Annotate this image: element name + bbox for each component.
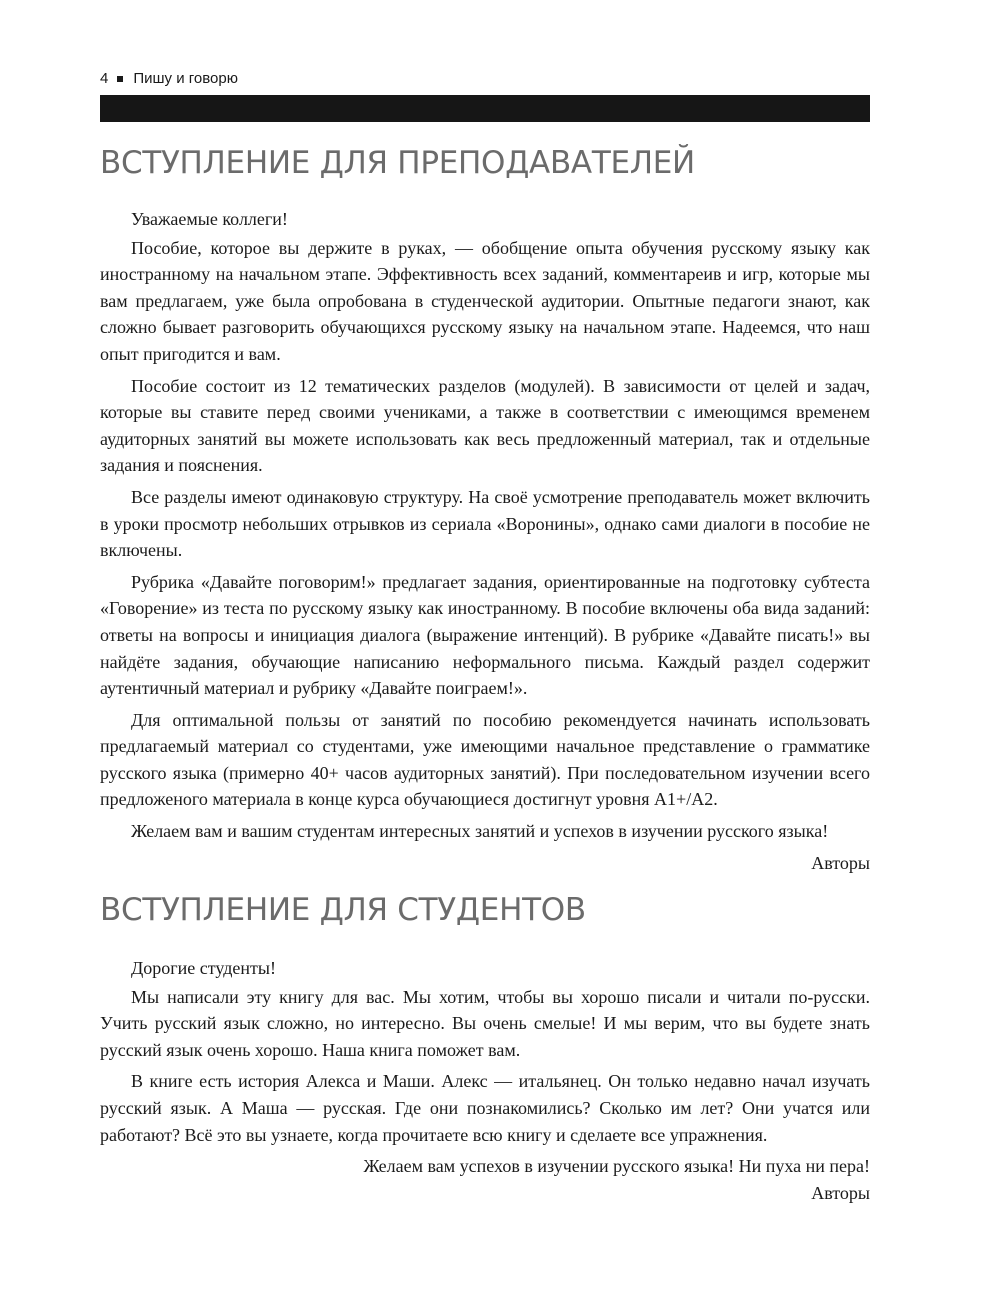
teachers-paragraph: Для оптимальной пользы от занятий по пособию рекомендуется начинать использовать предлагаемый материал со студентами, уже имеющими начальное представление о грамматике русского языка (примерно 40+ часов аудиторных занятий). При последовательном изучении всего предложеного материала в конце курса обучающиеся достигнут уровня А1+/А2.	[100, 709, 870, 810]
teachers-section-body	[100, 206, 870, 876]
header-bar	[100, 95, 870, 122]
students-signature: Авторы	[811, 1182, 870, 1203]
teachers-section-title: ВСТУПЛЕНИЕ ДЛЯ ПРЕПОДАВАТЕЛЕЙ	[100, 145, 695, 181]
students-closing-wish: Желаем вам успехов в изучении русского языка! Ни пуха ни пера!	[363, 1156, 870, 1177]
teachers-paragraph: Все разделы имеют одинаковую структуру. На своё усмотрение преподаватель может включить в уроки просмотр небольших отрывков из сериала «Воронины», однако сами диалоги в пособие не включены.	[100, 486, 870, 561]
students-greeting: Дорогие студенты!	[131, 958, 277, 978]
teachers-greeting: Уважаемые коллеги!	[131, 209, 288, 229]
students-paragraph: В книге есть история Алекса и Маши. Алекс — итальянец. Он только недавно начал изучать русский язык. А Маша — русская. Где они познакомились? Сколько им лет? Они учатся или работают? Всё это вы узнаете, когда прочитаете всю книгу и сделаете все упражнения.	[100, 1071, 870, 1145]
page-number: 4	[100, 70, 109, 87]
teachers-paragraph: Рубрика «Давайте поговорим!» предлагает задания, ориентированные на подготовку субтеста «Говорение» из теста по русскому языку как иностранному. В пособие включены оба вида заданий: ответы на вопросы и инициация диалога (выражение интенций). В рубрике «Давайте писать!» вы найдёте задания, обучающие написанию неформального письма. Каждый раздел содержит аутентичный материал и рубрику «Давайте поиграем!».	[100, 571, 870, 699]
teachers-paragraph: Желаем вам и вашим студентам интересных занятий и успехов в изучении русского языка!	[131, 821, 829, 842]
students-paragraph: Мы написали эту книгу для вас. Мы хотим, чтобы вы хорошо писали и читали по-русски. Учить русский язык сложно, но интересно. Вы очень смелые! И мы верим, что вы будете знать русский язык очень хорошо. Наша книга поможет вам.	[100, 986, 870, 1060]
teachers-paragraph: Пособие состоит из 12 тематических разделов (модулей). В зависимости от целей и задач, которые вы ставите перед своими учениками, а также в соответствии с имеющимся временем аудиторных занятий вы можете использовать как весь предложенный материал, так и отдельные задания и пояснения.	[100, 375, 870, 476]
teachers-signature: Авторы	[811, 852, 870, 873]
book-title: Пишу и говорю	[133, 70, 238, 87]
students-section-body	[100, 955, 870, 1206]
separator-square-icon	[117, 76, 123, 82]
students-section-title: ВСТУПЛЕНИЕ ДЛЯ СТУДЕНТОВ	[100, 892, 586, 928]
running-header	[100, 70, 238, 87]
teachers-paragraph: Пособие, которое вы держите в руках, — обобщение опыта обучения русскому языку как иностранному на начальном этапе. Эффективность всех заданий, комментареив и игр, которые мы вам предлагаем, уже была опробована в студенческой аудитории. Опытные педагоги знают, как сложно бывает разговорить обучающихся русскому языку на начальном этапе. Надеемся, что наш опыт пригодится и вам.	[100, 237, 870, 364]
